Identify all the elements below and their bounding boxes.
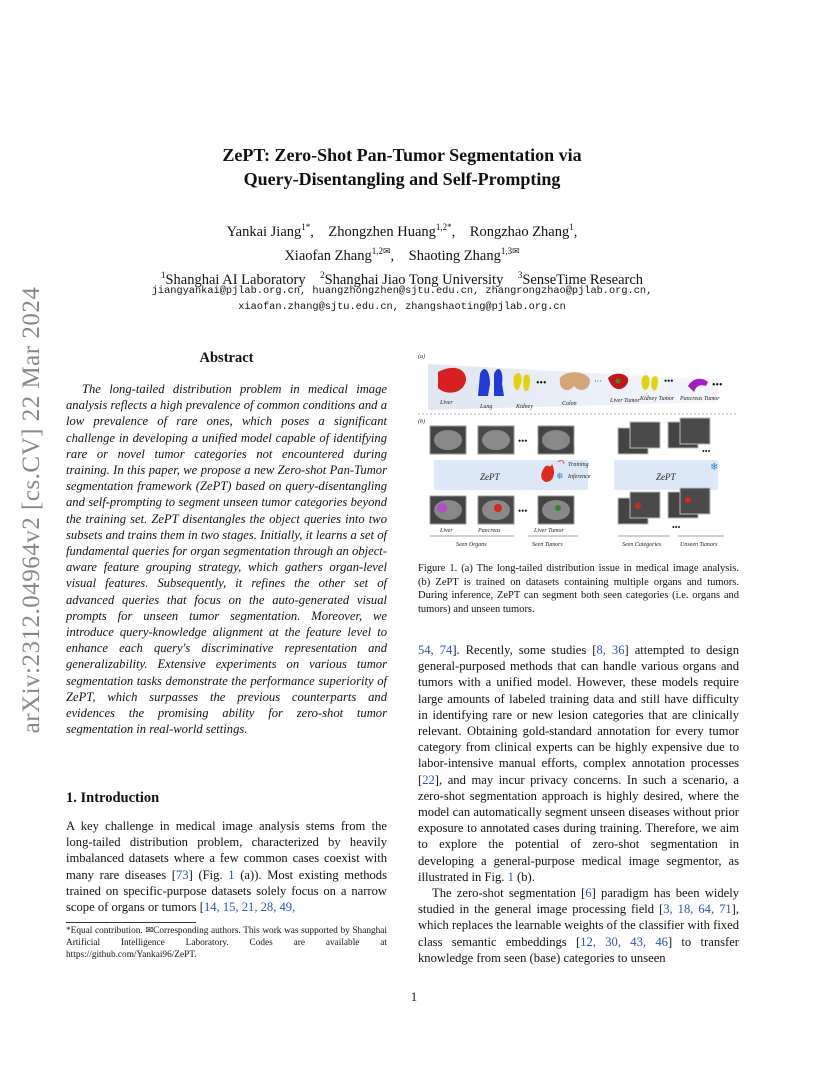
author-sup: 1* bbox=[301, 222, 311, 232]
figure-link[interactable]: 1 bbox=[228, 867, 235, 882]
figure-1-caption: Figure 1. (a) The long-tailed distribution issue in medical image analysis. (b) ZePT is trained on datasets containing multiple organs and tumors. During inference, ZePT can segment both seen categories (i.e. organs and tumors) and unseen tumors. bbox=[418, 563, 739, 615]
inference-output-scans bbox=[618, 488, 710, 532]
abstract-heading: Abstract bbox=[199, 350, 254, 366]
email-line-1: jiangyankai@pjlab.org.cn, huangzhongzhen@sjtu.edu.cn, zhangrongzhao@pjlab.org.cn, bbox=[151, 285, 653, 297]
snowflake-icon: ❄ bbox=[710, 462, 719, 473]
email-block bbox=[90, 283, 714, 315]
author-sup: 1,2✉ bbox=[371, 245, 391, 256]
author-line-2: Xiaofan Zhang$^{1,2✉}$, Shaoting Zhang$^{1,3✉}$ bbox=[284, 245, 520, 264]
ellipsis-icon: ··· bbox=[594, 377, 602, 386]
citation-link[interactable]: 54, 74 bbox=[418, 643, 453, 657]
section-heading-introduction: 1. Introduction bbox=[66, 790, 160, 806]
group-label: Seen Organs bbox=[456, 542, 487, 548]
arxiv-identifier: arXiv:2312.04964v2 [cs.CV] 22 Mar 2024 bbox=[18, 286, 45, 734]
organ-label: Liver bbox=[440, 400, 453, 406]
arxiv-sidebar bbox=[8, 250, 56, 770]
author-sup: 1 bbox=[569, 222, 574, 232]
text-run: ], and may incur privacy concerns. In such a scenario, a zero-shot segmentation approach is highly desired, where the model can automatically segment unseen diseases without prior exposure to annotated cases during training. Therefore, we aim to explore the potential of zero-shot segmentation in developing a general-purpose medical image segmentor, as illustrated in Fig. bbox=[418, 772, 739, 884]
output-label: Liver Tumor bbox=[534, 528, 564, 534]
text-run: A key challenge in medical image analysis stems from the long-tailed distribution problem, characterized by heavily imbalanced datasets where a few common cases coexist with many rare diseases [ bbox=[66, 819, 387, 882]
group-label: Seen Categories bbox=[622, 542, 662, 548]
panel-a-label: (a) bbox=[418, 354, 425, 360]
right-column-body bbox=[418, 642, 739, 966]
svg-text:•••: ••• bbox=[518, 506, 528, 516]
ellipsis-icon: ••• bbox=[536, 378, 547, 389]
affiliation: Shanghai Jiao Tong University bbox=[324, 271, 504, 288]
paragraph bbox=[418, 642, 739, 885]
affiliation: Shanghai AI Laboratory bbox=[165, 271, 306, 288]
author-name: Shaoting Zhang bbox=[408, 247, 501, 264]
figure-1 bbox=[418, 350, 738, 555]
introduction-body bbox=[66, 818, 387, 915]
affiliation: SenseTime Research bbox=[522, 271, 644, 288]
text-run: ]. Recently, some studies [ bbox=[452, 643, 597, 657]
aff-sup: 2 bbox=[320, 269, 325, 280]
organ-label: Kidney bbox=[516, 404, 533, 410]
text-run: (a)). Most existing methods trained on specific-purpose datasets solely focus on a narrow scope of organs or tumors [ bbox=[66, 867, 387, 915]
abstract-text: The long-tailed distribution problem in medical image analysis reflects a high prevalence of common conditions and a low prevalence of rare ones, which poses a significant challenge in developing a unified model capable of identifying rare or novel tumor categories not encountered during training. In this paper, we propose a new Zero-shot Pan-Tumor segmentation framework (ZePT) based on query-disentangling and self-prompting to segment unseen tumor categories beyond the training set. ZePT disentangles the object queries into two subsets and trains them in two stages. Initially, it learns a set of fundamental queries for organ segmentation through an object-aware feature grouping strategy, which gathers organ-level visual features. Subsequently, it refines the other set of advanced queries that focus on the auto-generated visual prompts for unseen tumor segmentation. Moreover, we introduce query-knowledge alignment at the feature level to enhance each query's discriminative representation and generalizability. Extensive experiments on various tumor segmentation tasks demonstrate the performance superiority of ZePT, which surpasses the previous counterparts and evidences the promising ability for zero-shot tumor segmentation in real-world settings. bbox=[66, 382, 387, 737]
author-name: Yankai Jiang bbox=[226, 223, 302, 240]
organ-label: Lung bbox=[480, 404, 493, 410]
organ-label: Pancreas Tumor bbox=[680, 396, 720, 402]
text-run: ] paradigm has been widely studied in the general image processing field [ bbox=[418, 886, 740, 917]
zept-training-box bbox=[434, 460, 588, 490]
title-line-1: ZePT: Zero-Shot Pan-Tumor Segmentation via bbox=[222, 145, 582, 165]
legend-inference: Inference bbox=[568, 474, 591, 480]
svg-text:•••: ••• bbox=[672, 523, 681, 532]
author-name: Zhongzhen Huang bbox=[328, 223, 436, 240]
text-run: (b). bbox=[513, 869, 535, 884]
citation-link[interactable]: 22 bbox=[422, 772, 435, 787]
citation-link[interactable]: 14, 15, 21, 28, 49, bbox=[203, 900, 296, 915]
group-label: Unseen Tumors bbox=[680, 542, 718, 548]
author-sup: 1,2* bbox=[435, 222, 452, 232]
title-line-2: Query-Disentangling and Self-Prompting bbox=[243, 169, 561, 189]
text-run: The zero-shot segmentation [ bbox=[432, 886, 586, 901]
zept-inference-label: ZePT bbox=[656, 472, 676, 482]
author-line-1: Yankai Jiang$^{1*}$, Zhongzhen Huang$^{1,2*}$, Rongzhao Zhang$^1$, bbox=[226, 222, 578, 240]
output-label: Liver bbox=[440, 528, 453, 534]
text-run: ] attempted to design general-purposed methods that can handle various organs and tumors with a unified model. However, these models require large amounts of labeled training data and still have difficulty in identifying rare or new lesion categories that are clinically relevant. Obtaining gold-standard annotation for every tumor category from clinical experts can be highly expensive due to labor-intensive manual efforts, complex annotation processes [ bbox=[418, 643, 740, 787]
paragraph bbox=[418, 885, 739, 966]
citation-link[interactable]: 12, 30, 43, 46 bbox=[580, 934, 668, 949]
ellipsis-icon: ••• bbox=[664, 376, 674, 386]
ellipsis-icon: ••• bbox=[712, 380, 723, 391]
group-label: Seen Tumors bbox=[532, 542, 563, 548]
abstract-body bbox=[66, 381, 387, 737]
intro-paragraph bbox=[66, 818, 387, 915]
author-name: Xiaofan Zhang bbox=[284, 247, 372, 264]
email-line-2: xiaofan.zhang@sjtu.edu.cn, zhangshaoting@pjlab.org.cn bbox=[238, 301, 566, 313]
aff-sup: 1 bbox=[160, 269, 166, 280]
author-sup: 1,3✉ bbox=[500, 245, 520, 256]
text-run: ] to transfer knowledge from seen (base) categories to unseen bbox=[418, 934, 739, 965]
output-label: Pancreas bbox=[478, 528, 501, 534]
snowflake-legend-icon: ❄ bbox=[556, 471, 564, 481]
training-input-scans bbox=[430, 426, 574, 454]
author-block bbox=[100, 218, 704, 289]
footnote: *Equal contribution. ✉Corresponding authors. This work was supported by Shanghai Artificial Intelligence Laboratory. Codes are available at https://github.com/Yankai96/ZePT. bbox=[66, 926, 387, 960]
training-output-scans bbox=[430, 496, 574, 524]
citation-link[interactable]: 8, 36 bbox=[596, 643, 625, 657]
figure-link[interactable]: 1 bbox=[507, 869, 514, 884]
panel-b-label: (b) bbox=[418, 419, 425, 425]
citation-link[interactable]: 73 bbox=[176, 867, 189, 882]
zept-training-label: ZePT bbox=[480, 472, 500, 482]
paper-title bbox=[120, 143, 684, 191]
citation-link[interactable]: 6 bbox=[585, 886, 592, 901]
organ-label: Liver Tumor bbox=[610, 398, 640, 404]
text-run: ] (Fig. bbox=[188, 867, 229, 882]
organ-label: Kidney Tumor bbox=[640, 396, 675, 402]
footnote-rule bbox=[66, 922, 196, 923]
text-run: ], which replaces the learnable weights of the classifier with fixed class semantic embeddings [ bbox=[418, 902, 739, 949]
tumor-spot-icon bbox=[616, 379, 621, 384]
aff-sup: 3 bbox=[517, 269, 523, 280]
organ-label: Colon bbox=[562, 401, 577, 407]
page-number: 1 bbox=[410, 990, 418, 1004]
figure-1-illustration bbox=[418, 350, 738, 555]
inference-input-scans bbox=[618, 418, 711, 456]
svg-text:•••: ••• bbox=[518, 436, 528, 446]
citation-link[interactable]: 3, 18, 64, 71 bbox=[663, 902, 732, 917]
svg-text:•••: ••• bbox=[702, 447, 711, 456]
author-name: Rongzhao Zhang bbox=[469, 223, 570, 240]
legend-training: Training bbox=[568, 462, 589, 468]
